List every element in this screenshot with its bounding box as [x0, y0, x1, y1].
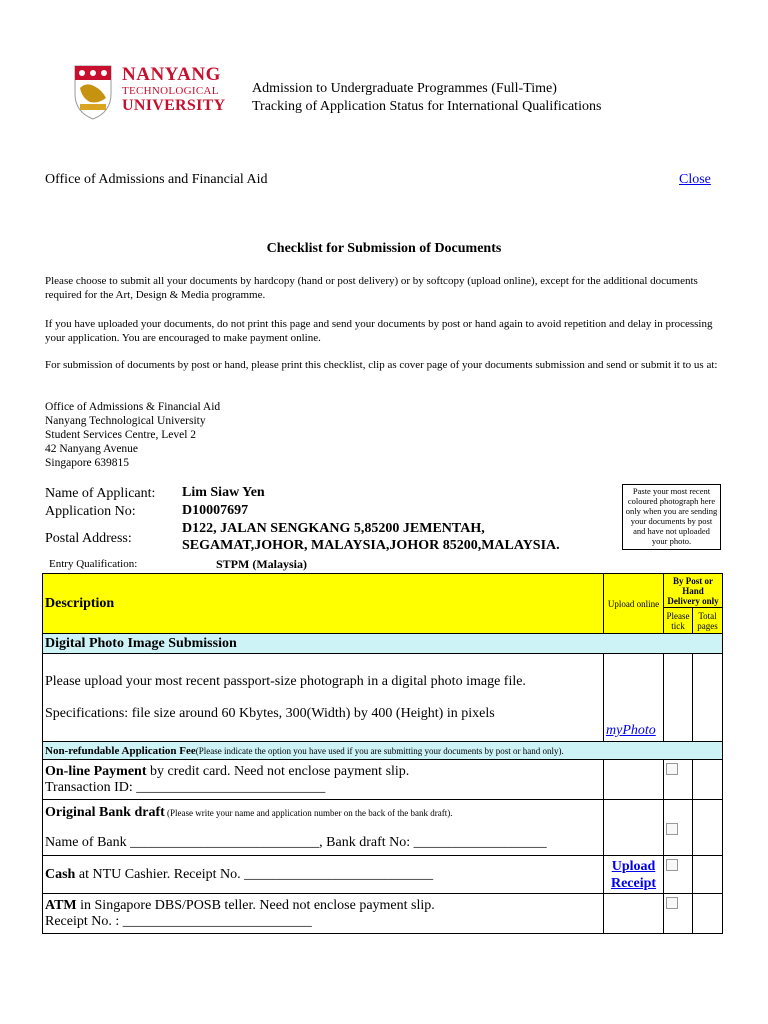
cash-text: at NTU Cashier. Receipt No. ___________________________ — [75, 866, 434, 882]
documents-table — [42, 573, 723, 934]
bank-draft-fields: Name of Bank ___________________________, Bank draft No: ___________________ — [45, 834, 547, 850]
atm-checkbox[interactable] — [666, 897, 678, 909]
photo-specifications: Specifications: file size around 60 Kbytes, 300(Width) by 400 (Height) in pixels — [45, 705, 495, 721]
atm-text: in Singapore DBS/POSB teller. Need not enclose payment slip. — [76, 897, 435, 913]
description-header: Description — [43, 574, 604, 634]
header-title-2: Tracking of Application Status for International Qualifications — [252, 99, 602, 114]
logo-text-line2: TECHNOLOGICAL — [122, 85, 219, 97]
logo-text-line1: NANYANG — [122, 64, 221, 85]
photo-description — [43, 654, 604, 742]
postal-address-label: Postal Address: — [45, 531, 132, 546]
bank-draft-note: (Please write your name and application number on the back of the bank draft). — [164, 807, 453, 818]
by-post-header: By Post or Hand Delivery only — [664, 574, 723, 608]
section-photo-header: Digital Photo Image Submission — [43, 634, 723, 654]
upload-online-header: Upload online — [604, 574, 664, 634]
cash-label: Cash — [45, 866, 76, 882]
photo-paste-box: Paste your most recent coloured photograph here only when you are sending your documents by post and have not uploaded your photo. — [622, 484, 721, 550]
application-no-label: Application No: — [45, 504, 136, 519]
mailing-address — [45, 400, 220, 470]
entry-qualification: STPM (Malaysia) — [216, 557, 307, 571]
transaction-id-field: Transaction ID: ___________________________ — [45, 779, 326, 795]
ntu-logo — [72, 64, 232, 124]
online-payment-checkbox[interactable] — [666, 763, 678, 775]
photo-instruction: Please upload your most recent passport-size photograph in a digital photo image file. — [45, 673, 526, 689]
online-payment-row — [43, 760, 604, 800]
instruction-paragraph: Please choose to submit all your documents by hardcopy (hand or post delivery) or by softcopy (upload online), except for the additional documents required for the Art, Design & Media programme. — [45, 275, 698, 301]
photo-pages-cell — [693, 654, 723, 742]
total-pages-header: Total pages — [693, 608, 723, 634]
checklist-title: Checklist for Submission of Documents — [266, 241, 502, 256]
fee-section-header — [43, 742, 723, 760]
atm-row — [43, 894, 604, 934]
atm-label: ATM — [45, 897, 77, 913]
photo-tick-cell — [664, 654, 693, 742]
applicant-name: Lim Siaw Yen — [182, 485, 265, 500]
address-line: Office of Admissions & Financial Aid — [45, 401, 221, 413]
please-tick-header: Please tick — [664, 608, 693, 634]
bank-draft-row — [43, 800, 604, 856]
address-line: Singapore 639815 — [45, 457, 130, 469]
address-line: Student Services Centre, Level 2 — [45, 429, 197, 441]
entry-qualification-label: Entry Qualification: — [49, 558, 138, 570]
bank-draft-label: Original Bank draft — [45, 804, 165, 820]
logo-text-line3: UNIVERSITY — [122, 97, 226, 114]
atm-receipt-field: Receipt No. : ___________________________ — [45, 913, 312, 929]
office-name: Office of Admissions and Financial Aid — [45, 172, 268, 187]
cash-row — [43, 856, 604, 894]
fee-title: Non-refundable Application Fee — [45, 744, 196, 757]
header-title-1: Admission to Undergraduate Programmes (Full-Time) — [252, 81, 557, 96]
address-line: Nanyang Technological University — [45, 415, 206, 427]
cash-checkbox[interactable] — [666, 859, 678, 871]
applicant-name-label: Name of Applicant: — [45, 486, 156, 501]
address-line: 42 Nanyang Avenue — [45, 443, 139, 455]
postal-address-line2: SEGAMAT,JOHOR, MALAYSIA,JOHOR 85200,MALAYSIA. — [182, 538, 560, 553]
close-link[interactable]: Close — [679, 172, 711, 187]
instruction-paragraph: For submission of documents by post or hand, please print this checklist, clip as cover page of your documents submission and send or submit it to us at: — [45, 359, 718, 371]
bank-draft-checkbox[interactable] — [666, 823, 678, 835]
fee-note: (Please indicate the option you have used if you are submitting your documents by post or hand only). — [195, 745, 564, 756]
application-no: D10007697 — [182, 503, 249, 518]
myphoto-link[interactable]: myPhoto — [606, 723, 656, 738]
instruction-paragraph: If you have uploaded your documents, do not print this page and send your documents by post or hand again to avoid repetition and delay in processing your application. You are encouraged to make payment online. — [45, 318, 713, 344]
postal-address-line1: D122, JALAN SENGKANG 5,85200 JEMENTAH, — [182, 521, 485, 536]
upload-receipt-link[interactable]: Upload Receipt — [610, 858, 657, 891]
online-payment-label: On-line Payment — [45, 763, 147, 779]
crest-icon — [72, 64, 114, 120]
online-payment-text: by credit card. Need not enclose payment slip. — [146, 763, 410, 779]
